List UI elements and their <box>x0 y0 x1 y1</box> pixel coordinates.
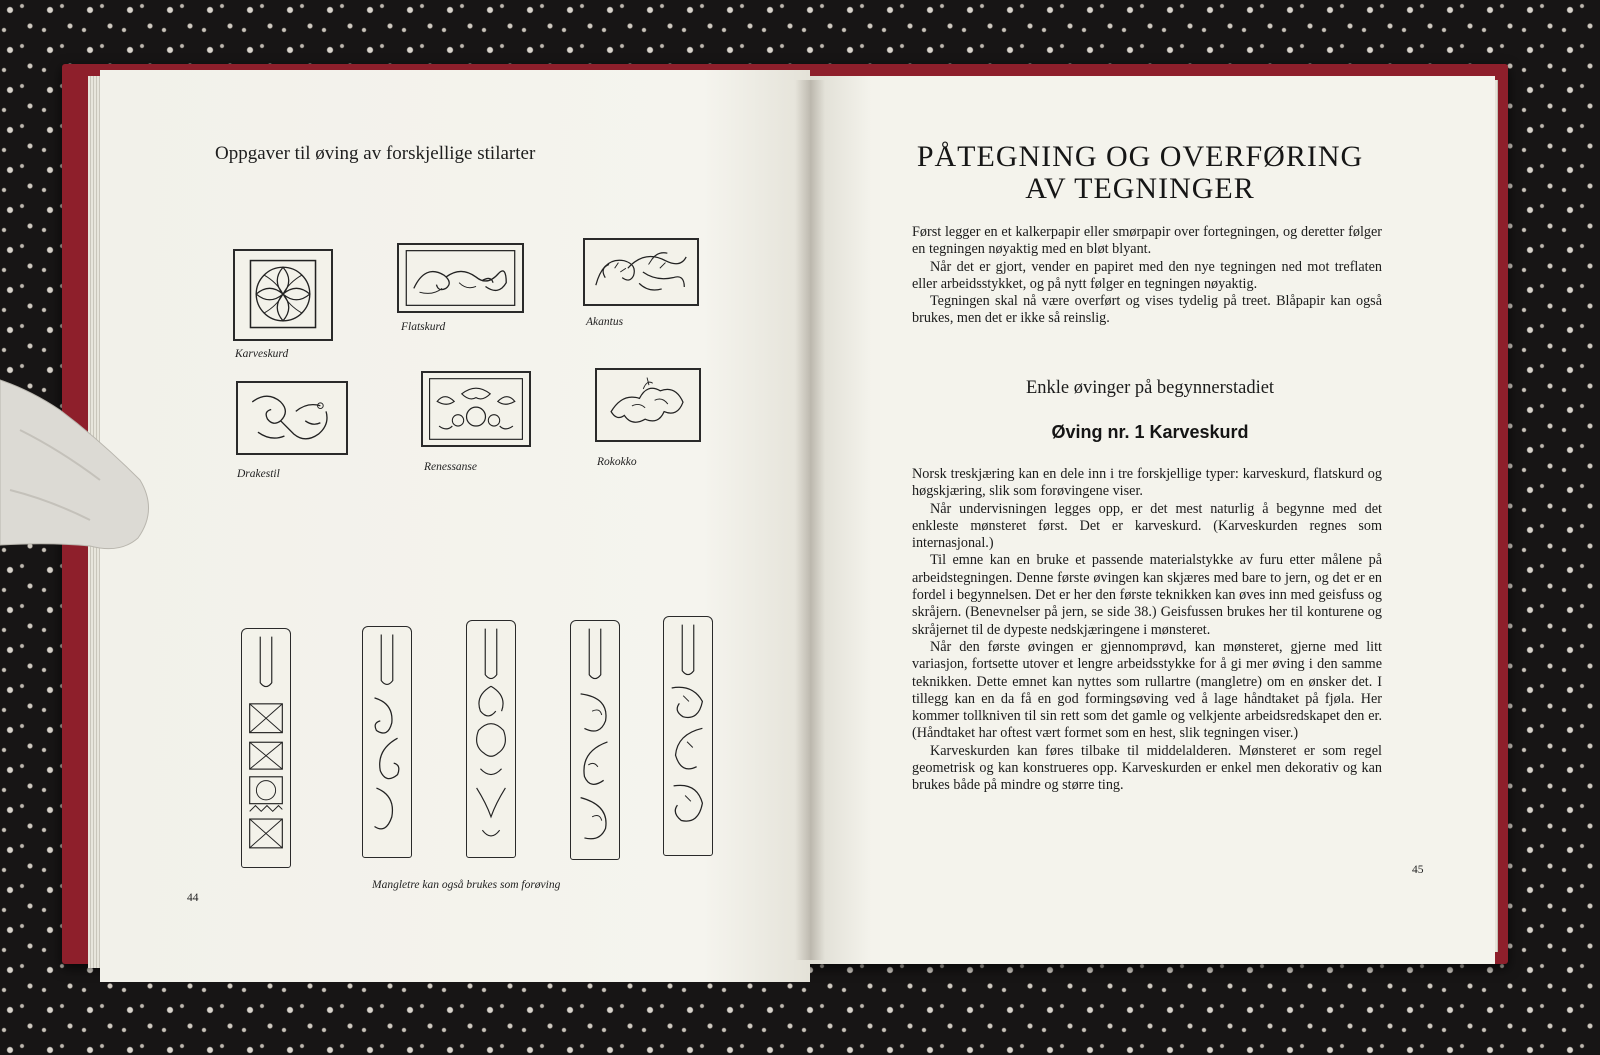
intro-text <box>912 224 1382 328</box>
rosette-icon <box>235 251 331 339</box>
gloved-thumb <box>0 370 150 555</box>
mangletre-board-5 <box>663 616 713 856</box>
vine-board-icon <box>571 621 619 859</box>
mangletre-board-4 <box>570 620 620 860</box>
caption-flatskurd: Flatskurd <box>401 321 446 333</box>
intro-paragraph: Først legger en et kalkerpapir eller smørpapir over fortegningen, og deretter følger en tegningen nøyaktig med en bløt blyant. <box>912 224 1382 258</box>
body-paragraph: Når undervisningen legges opp, er det mest naturlig å begynne med det enkleste mønsteret først. Det er karveskurd. (Karveskurden regnes som internasjonal.) <box>912 500 1382 552</box>
drakestil-illustration <box>236 381 348 455</box>
renessanse-illustration <box>421 371 531 447</box>
akantus-illustration <box>583 238 699 306</box>
body-text <box>912 466 1382 795</box>
geometric-board-icon <box>242 629 290 867</box>
book-gutter <box>795 80 825 960</box>
body-paragraph: Når den første øvingen er gjennomprøvd, kan mønsteret, gjerne med litt variasjon, fortsette utover et lengre arbeidsstykke for å gi mer øving i den samme teknikken. Dette emnet kan nyttes som rullartre (mangletre) om en ønsker det. I tillegg kan en da få en god formingsøving ved å lage håndtaket på fjøla. Her kommer tollkniven til sin rett som det gamle og velkjente arbeidsredskapet den er. (Håndtaket har oftest vært formet som en hest, slik tegningen viser.) <box>912 638 1382 742</box>
caption-mangletre: Mangletre kan også brukes som forøving <box>372 879 561 891</box>
right-page-title-line2: AV TEGNINGER <box>1025 172 1255 205</box>
right-page-title-line1: PÅTEGNING OG OVERFØRING <box>916 140 1364 173</box>
scroll-board-icon <box>363 627 411 857</box>
mangletre-board-2 <box>362 626 412 858</box>
leaf-board-icon <box>664 617 712 855</box>
section-heading: Øving nr. 1 Karveskurd <box>1051 422 1249 442</box>
body-paragraph: Til emne kan en bruke et passende materialstykke av furu etter målene på arbeidstegningen. Denne første øvingen kan skjæres med bare to jern, og det er en fordel i begynnelsen. Det er her den første teknikken kan øves inn med geisfuss og skråjern. (Benevnelser på jern, se side 38.) Geisfussen brukes her til konturene og skråjernet til de dypeste nedskjæringene i mønsteret. <box>912 552 1382 638</box>
mangletre-board-3 <box>466 620 516 858</box>
scroll-ornament-icon <box>399 245 522 311</box>
caption-akantus: Akantus <box>586 316 624 328</box>
intro-paragraph: Når det er gjort, vender en papiret med den nye tegningen ned mot treflaten eller arbeidsstykket, og på nytt følger en tegningen nøyaktig. <box>912 258 1382 292</box>
subheading: Enkle øvinger på begynnerstadiet <box>1025 378 1275 398</box>
left-page-title: Oppgaver til øving av forskjellige stilarter <box>215 143 536 164</box>
acanthus-leaf-icon <box>585 240 697 304</box>
mangletre-board-1 <box>241 628 291 868</box>
renaissance-ornament-icon <box>423 373 529 445</box>
intro-paragraph: Tegningen skal nå være overført og vises tydelig på treet. Blåpapir kan også brukes, men det er ikke så reinslig. <box>912 293 1382 327</box>
flatskurd-illustration <box>397 243 524 313</box>
acanthus-board-icon <box>467 621 515 857</box>
body-paragraph: Karveskurden kan føres tilbake til middelalderen. Mønsteret er som regel geometrisk og kan konstrueres opp. Karveskurden er enkel men dekorativ og kan brukes både på mindre og større ting. <box>912 742 1382 794</box>
caption-drakestil: Drakestil <box>237 468 280 480</box>
dragon-ornament-icon <box>238 383 346 453</box>
caption-rokokko: Rokokko <box>597 456 637 468</box>
body-paragraph: Norsk treskjæring kan en dele inn i tre forskjellige typer: karveskurd, flatskurd og høgskjæring, slik som forøvingene viser. <box>912 466 1382 500</box>
caption-karveskurd: Karveskurd <box>235 348 289 360</box>
page-number-right: 45 <box>1412 864 1424 876</box>
caption-renessanse: Renessanse <box>424 461 478 473</box>
rococo-ornament-icon <box>597 370 699 440</box>
karveskurd-illustration <box>233 249 333 341</box>
page-number-left: 44 <box>187 892 199 904</box>
rokokko-illustration <box>595 368 701 442</box>
